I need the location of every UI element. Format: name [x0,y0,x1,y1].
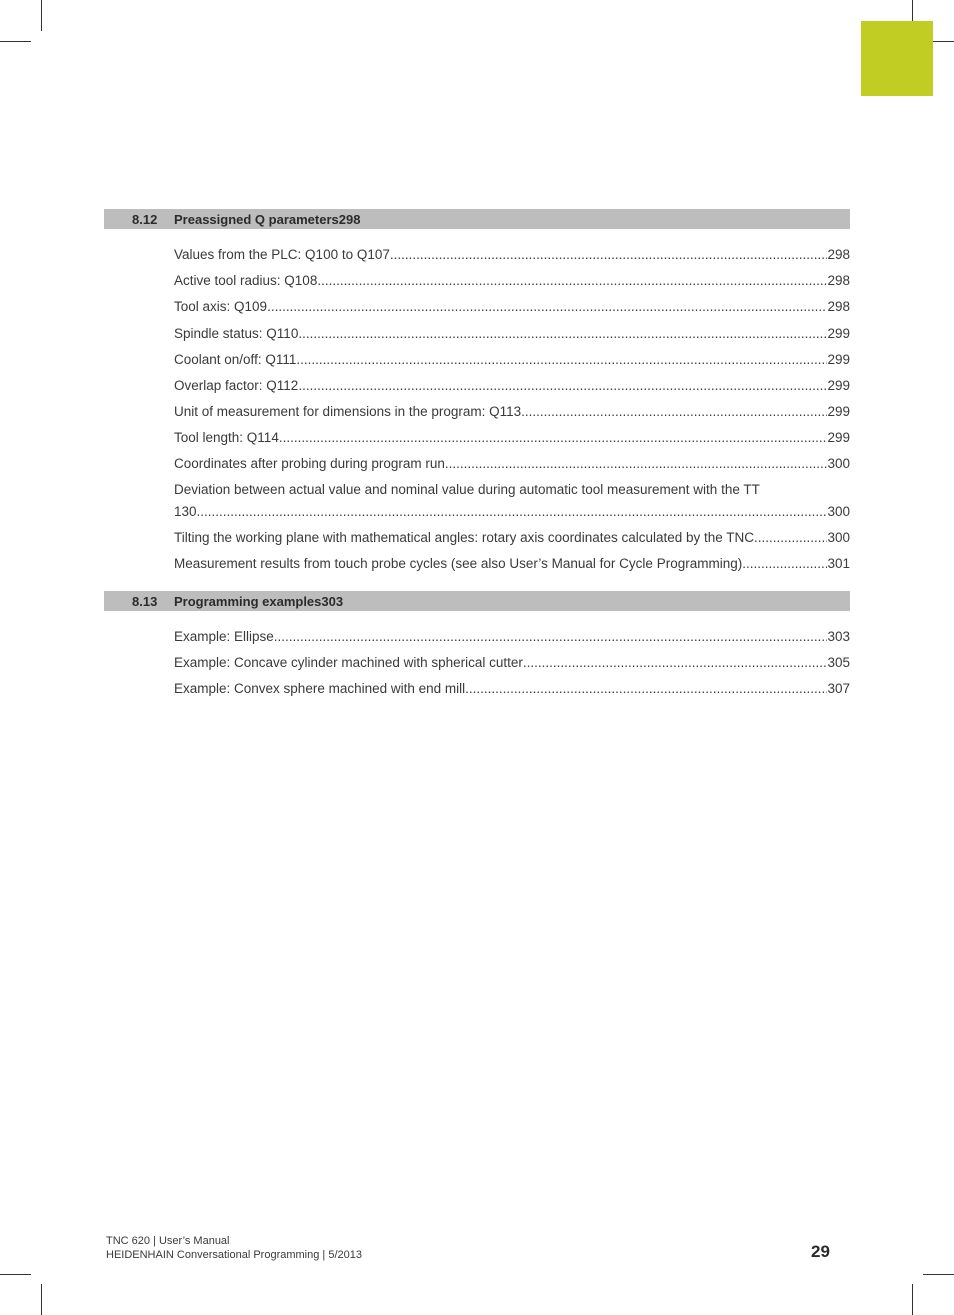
toc-entry[interactable] [174,429,850,447]
toc-entry[interactable] [174,272,850,290]
crop-mark-top-right-vertical [912,0,913,21]
entry-page: 298 [827,247,850,262]
dot-leader [390,246,828,264]
toc-entry[interactable] [174,377,850,395]
crop-mark-top-left-horizontal [0,41,31,42]
section-number: 8.13 [132,594,158,609]
entry-title: Example: Ellipse [174,629,274,644]
dot-leader [274,628,828,646]
crop-mark-bottom-right-vertical [912,1284,913,1315]
dot-leader [521,403,827,421]
entry-title: Deviation between actual value and nominal value during automatic tool measurement with the TT [174,482,760,497]
entry-page: 299 [827,352,850,367]
entry-title: Active tool radius: Q108 [174,273,318,288]
dot-leader [445,455,828,473]
section-title: Programming examples [174,594,322,609]
entry-title-continuation: 130 [174,504,197,519]
dot-leader [317,272,827,290]
section-number: 8.12 [132,212,158,227]
section-title: Preassigned Q parameters [174,212,339,227]
entry-title: Tilting the working plane with mathematical angles: rotary axis coordinates calculated by the TNC [174,530,755,545]
entry-title: Measurement results from touch probe cycles (see also User’s Manual for Cycle Programming) [174,556,743,571]
dot-leader [298,377,827,395]
entry-page: 300 [827,504,850,519]
entry-page: 300 [827,456,850,471]
toc-entry[interactable] [174,628,850,646]
entry-page: 298 [827,299,850,314]
entry-page: 299 [827,404,850,419]
entry-page: 301 [827,556,850,571]
crop-mark-top-right-horizontal [933,41,954,42]
entry-title: Coordinates after probing during program run [174,456,445,471]
dot-leader [754,529,827,547]
entry-page: 307 [827,681,850,696]
crop-mark-bottom-left-vertical [41,1284,42,1315]
dot-leader [279,429,828,447]
crop-mark-bottom-right-horizontal [923,1274,954,1275]
section-page: 303 [321,594,344,609]
entry-title: Tool axis: Q109 [174,299,268,314]
toc-entry[interactable] [174,654,850,672]
dot-leader [523,654,828,672]
entry-page: 303 [827,629,850,644]
entry-page: 299 [827,378,850,393]
entry-title: Unit of measurement for dimensions in the program: Q113 [174,404,522,419]
footer-subtitle: HEIDENHAIN Conversational Programming | 5/2013 [106,1249,362,1261]
dot-leader [298,325,827,343]
toc-entry[interactable] [174,325,850,343]
page-footer [106,1234,362,1262]
entry-title: Example: Concave cylinder machined with spherical cutter [174,655,523,670]
entry-title: Values from the PLC: Q100 to Q107 [174,247,390,262]
dot-leader [742,555,827,573]
entry-title: Overlap factor: Q112 [174,378,299,393]
toc-entry[interactable] [174,555,850,573]
chapter-tab-marker [861,21,933,96]
dot-leader [465,680,827,698]
page-number: 29 [811,1242,830,1261]
entry-page: 300 [827,530,850,545]
entry-page: 299 [827,326,850,341]
dot-leader [296,351,827,369]
dot-leader [267,298,827,316]
toc-entry[interactable] [174,403,850,421]
toc-entry[interactable] [174,351,850,369]
toc-entry[interactable] [174,298,850,316]
entry-page: 298 [827,273,850,288]
entry-title: Tool length: Q114 [174,430,279,445]
toc-entry[interactable] [174,246,850,264]
toc-section-header[interactable] [104,591,850,611]
dot-leader [197,503,828,521]
toc-entry-multiline[interactable] [174,481,850,521]
footer-manual-title: TNC 620 | User’s Manual [106,1235,230,1247]
toc-entry[interactable] [174,680,850,698]
entry-title: Example: Convex sphere machined with end mill [174,681,466,696]
entry-page: 305 [827,655,850,670]
toc-entry[interactable] [174,455,850,473]
toc-entry[interactable] [174,529,850,547]
entry-title: Coolant on/off: Q111 [174,352,297,367]
crop-mark-bottom-left-horizontal [0,1274,31,1275]
crop-mark-top-left-vertical [41,0,42,31]
entry-title: Spindle status: Q110 [174,326,299,341]
toc-section-header[interactable] [104,209,850,229]
entry-page: 299 [827,430,850,445]
section-page: 298 [338,212,361,227]
